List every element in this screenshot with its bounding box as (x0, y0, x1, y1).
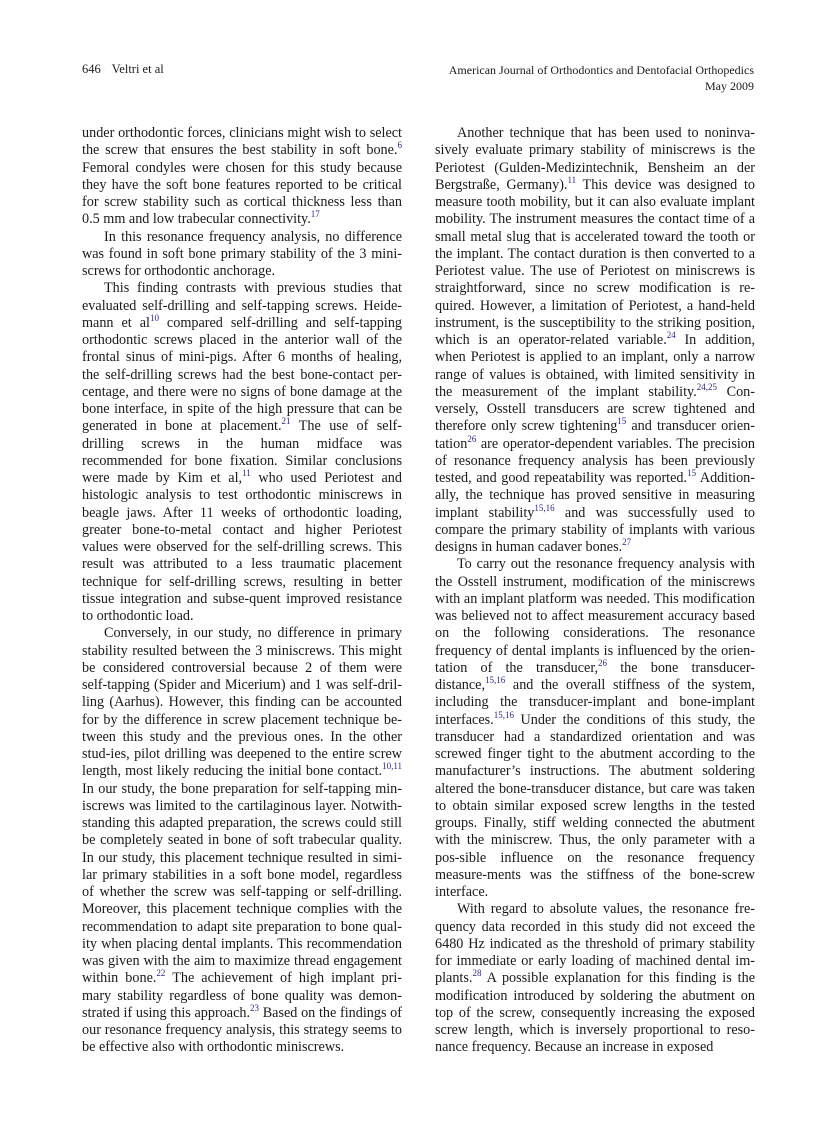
header-left (82, 62, 164, 77)
citation-ref[interactable]: 27 (622, 537, 632, 547)
citation-ref[interactable]: 6 (397, 140, 402, 151)
journal-title: American Journal of Orthodontics and Dentofacial Orthopedics (448, 63, 754, 77)
citation-ref[interactable]: 23 (250, 1002, 260, 1013)
citation-ref[interactable]: 11 (242, 468, 251, 478)
citation-ref[interactable]: 26 (598, 657, 608, 668)
citation-ref[interactable]: 10,11 (382, 761, 402, 772)
paragraph: To carry out the resonance frequency analysis with the Osstell instrument, modification of the miniscrews with an implant platform was needed. This modification was believed not to affect measurement accuracy based on the following considerations. The resonance frequency of dental implants is influenced by the orien-tation of the transducer,$^{26}$ the bone transducer-distance,$^{15,16}$ and the overall stiffness of the system, including the transducer-implant and bone-implant interfaces.$^{15,16}$ Under the conditions of this study, the transducer had a standardized orientation and was screwed finger tight to the abutment according to the manufacturer’s instructions. The abutment soldering altered the bone-transducer distance, but care was taken to obtain similar exposed screw lengths in the tested groups. Finally, stiff welding connected the abutment with the miniscrew. Thus, the only parameter with a pos-sible influence on the resonance frequency measure-ments was the stiffness of the bone-screw interface. (435, 556, 755, 900)
page-number: 646 (82, 62, 101, 76)
paragraph: With regard to absolute values, the resonance fre-quency data recorded in this study did not exceed the 6480 Hz indicated as the threshold of primary stability for immediate or early loading of machined dental im-plants.$^{28}$ A possible explanation for this finding is the modification introduced by soldering the abutment on top of the screw, consequently increasing the exposed screw length, which is inversely proportional to reso-nance frequency. Because an increase in exposed (435, 901, 755, 1056)
citation-ref[interactable]: 15,16 (485, 675, 506, 685)
paragraph: Conversely, in our study, no difference in primary stability resulted between the 3 miniscrews. This might be considered controversial because 2 of them were self-tapping (Spider and Micerium) and 1 was self-dril-ling (Aarhus). However, this finding can be accounted for by the difference in screw placement technique be-tween this study and the previous ones. In the other stud-ies, pilot drilling was deepened to the entire screw length, most likely reducing the initial bone contact.$^{10,11}$ In our study, the bone preparation for self-tapping min-iscrews was limited to the cartilaginous layer. Notwith-standing this adapted preparation, the screws could still be completely seated in bone of soft trabecular quality. In our study, this placement technique resulted in simi-lar primary stabilities in a soft bone model, regardless of whether the screw was self-tapping or self-drilling. Moreover, this placement technique complies with the recommendation to adapt site preparation to bone qual-ity when placing dental implants. This recommendation was given with the aim to maximize thread engagement within bone.$^{22}$ The achievement of high implant pri-mary stability regardless of bone quality was demon-strated if using this approach.$^{23}$ Based on the findings of our resonance frequency analysis, this strategy seems to be effective also with orthodontic miniscrews. (82, 625, 403, 1056)
citation-ref[interactable]: 17 (310, 209, 320, 220)
citation-ref[interactable]: 15,16 (534, 502, 555, 513)
citation-ref[interactable]: 15 (687, 468, 697, 478)
citation-ref[interactable]: 15,16 (493, 709, 514, 720)
paragraph: In this resonance frequency analysis, no difference was found in soft bone primary stability of the 3 mini-screws for orthodontic anchorage. (82, 228, 402, 279)
citation-ref[interactable]: 28 (472, 968, 482, 979)
citation-ref[interactable]: 15 (617, 416, 627, 427)
citation-ref[interactable]: 10 (149, 312, 159, 323)
citation-ref[interactable]: 21 (281, 416, 291, 427)
citation-ref[interactable]: 24 (666, 330, 676, 340)
paragraph: Another technique that has been used to noninva-sively evaluate primary stability of miniscrews is the Periotest (Gulden-Medizintechnik, Bensheim an der Bergstraße, Germany).$^{11}$ This device was designed to measure tooth mobility, but it can also evaluate implant mobility. The instrument measures the contact time of a small metal slug that is accelerated toward the tooth or the implant. The contact duration is then converted to a Periotest value. The use of Periotest on miniscrews is straightforward, since no screw modification is re-quired. However, a limitation of Periotest, a hand-held instrument, is the susceptibility to the striking position, which is an operator-related variable.$^{24}$ In addition, when Periotest is applied to an implant, only a narrow range of values is obtained, with limited sensitivity in the measurement of the implant stability.$^{24,25}$ Con-versely, Osstell transducers are screw tightened and therefore only screw tightening$^{15}$ and transducer orien-tation$^{26}$ are operator-dependent variables. The precision of resonance frequency analysis has been previously tested, and good repeatability was reported.$^{15}$ Addition-ally, the technique has proved sensitive in measuring implant stability$^{15,16}$ and was successfully used to compare the primary stability of implants with various designs in human cadaver bones.$^{27}$ (435, 125, 756, 555)
citation-ref[interactable]: 22 (156, 968, 166, 979)
left-column (82, 125, 402, 1057)
citation-ref[interactable]: 24,25 (696, 381, 718, 392)
citation-ref[interactable]: 11 (567, 174, 577, 185)
issue-date: May 2009 (705, 79, 754, 93)
right-column (435, 125, 755, 1057)
running-authors: Veltri et al (111, 62, 164, 76)
citation-ref[interactable]: 26 (467, 433, 477, 444)
paragraph: This finding contrasts with previous studies that evaluated self-drilling and self-tapping screws. Heide-mann et $al^{10}$ compared self-drilling and self-tapping orthodontic screws placed in the anterior wall of the frontal sinus of mini-pigs. After 6 months of healing, the self-drilling screws had the best bone-contact per-centage, and there were no signs of bone damage at the bone interface, in spite of the high pressure that can be generated in bone at placement.$^{21}$ The use of self-drilling screws in the human midface was recommended for bone fixation. Similar conclusions were made by Kim et al,$^{11}$ who used Periotest and histologic analysis to test orthodontic miniscrews in beagle jaws. After 11 weeks of orthodontic loading, greater bone-to-metal contact and higher Periotest values were observed for the self-drilling screws. This result was attributed to a less traumatic placement technique for self-drilling screws, resulting in better tissue integration and subse-quent improved resistance to orthodontic load. (82, 280, 403, 624)
paragraph: under orthodontic forces, clinicians might wish to select the screw that ensures the best stability in soft bone.$^6$ Femoral condyles were chosen for this study because they have the soft bone features reported to be critical for screw stability such as cortical thickness less than 0.5 mm and low trabecular connectivity.$^{17}$ (82, 125, 402, 228)
header-right (449, 62, 754, 94)
